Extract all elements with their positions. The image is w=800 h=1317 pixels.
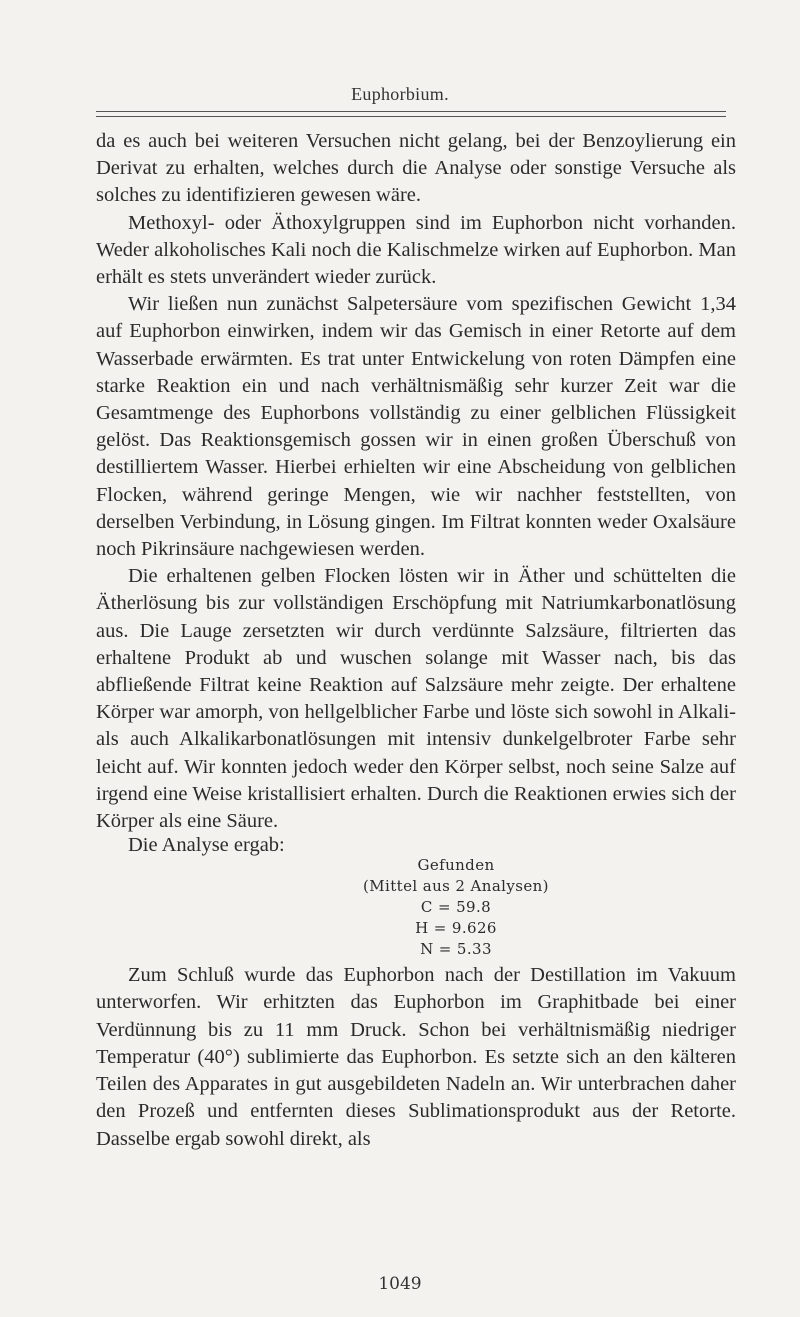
analysis-intro: Die Analyse ergab: bbox=[128, 834, 285, 857]
analysis-block bbox=[96, 835, 736, 960]
analysis-heading: Gefunden bbox=[417, 856, 495, 875]
page-number: 1049 bbox=[378, 1274, 422, 1294]
paragraph-salpetersaeure: Wir ließen nun zunächst Salpetersäure vom spezifischen Gewicht 1,34 auf Euphorbon einwirken, indem wir das Gemisch in einer Retorte auf dem Wasserbade erwärmten. Es trat unter Entwickelung von roten Dämpfen eine starke Reaktion ein und nach verhältnismäßig sehr kurzer Zeit war die Gesamtmenge des Euphorbons vollständig zu einer gelblichen Flüssigkeit gelöst. Das Reaktionsgemisch gossen wir in einen großen Überschuß von destilliertem Wasser. Hierbei erhielten wir eine Abscheidung von gelblichen Flocken, während geringe Mengen, wie wir nachher feststellten, von derselben Verbindung, in Lösung gingen. Im Filtrat konnten weder Oxalsäure noch Pikrinsäure nachgewiesen werden. bbox=[96, 293, 736, 561]
analysis-nitrogen: N = 5.33 bbox=[420, 940, 492, 959]
analysis-carbon: C = 59.8 bbox=[420, 898, 492, 917]
analysis-subheading: (Mittel aus 2 Analysen) bbox=[363, 877, 549, 896]
analysis-hydrogen: H = 9.626 bbox=[415, 919, 497, 938]
paragraph-flocken: Die erhaltenen gelben Flocken lösten wir in Äther und schüttelten die Ätherlösung bis zur vollständigen Erschöpfung mit Natriumkarbonatlösung aus. Die Lauge zersetzten wir durch verdünnte Salzsäure, filtrierten das erhaltene Produkt ab und wuschen solange mit Wasser nach, bis das abfließende Filtrat keine Reaktion auf Salzsäure mehr zeigte. Der erhaltene Körper war amorph, von hellgelblicher Farbe und löste sich sowohl in Alkali- als auch Alkalikarbonatlösungen mit intensiv dunkelgelbroter Farbe sehr leicht auf. Wir konnten jedoch weder den Körper selbst, noch seine Salze auf irgend eine Weise kristallisiert erhalten. Durch die Reaktionen erwies sich der Körper als eine Säure. bbox=[96, 565, 736, 833]
paragraph-closing: Zum Schluß wurde das Euphorbon nach der Destillation im Vakuum unterworfen. Wir erhitzten das Euphorbon im Graphitbade bei einer Verdünnung bis zu 11 mm Druck. Schon bei verhältnismäßig niedriger Temperatur (40°) sublimierte das Euphorbon. Es setzte sich an den kälteren Teilen des Apparates in gut ausgebildeten Nadeln an. Wir unterbrachen daher den Prozeß und entfernten dieses Sublimationsprodukt aus der Retorte. Dasselbe ergab sowohl direkt, als bbox=[96, 964, 736, 1150]
paragraph-continuation: da es auch bei weiteren Versuchen nicht gelang, bei der Benzoylierung ein Derivat zu erhalten, welches durch die Analyse oder sonstige Versuche als solches zu identifizieren gewesen wäre. bbox=[96, 130, 736, 207]
running-header: Euphorbium. bbox=[351, 84, 449, 104]
body-text bbox=[96, 128, 736, 1153]
paragraph-methoxyl: Methoxyl- oder Äthoxylgruppen sind im Euphorbon nicht vorhanden. Weder alkoholisches Kali noch die Kalischmelze wirken auf Euphorbon. Man erhält es stets unverändert wieder zurück. bbox=[96, 211, 736, 289]
header-double-rule bbox=[96, 111, 726, 117]
